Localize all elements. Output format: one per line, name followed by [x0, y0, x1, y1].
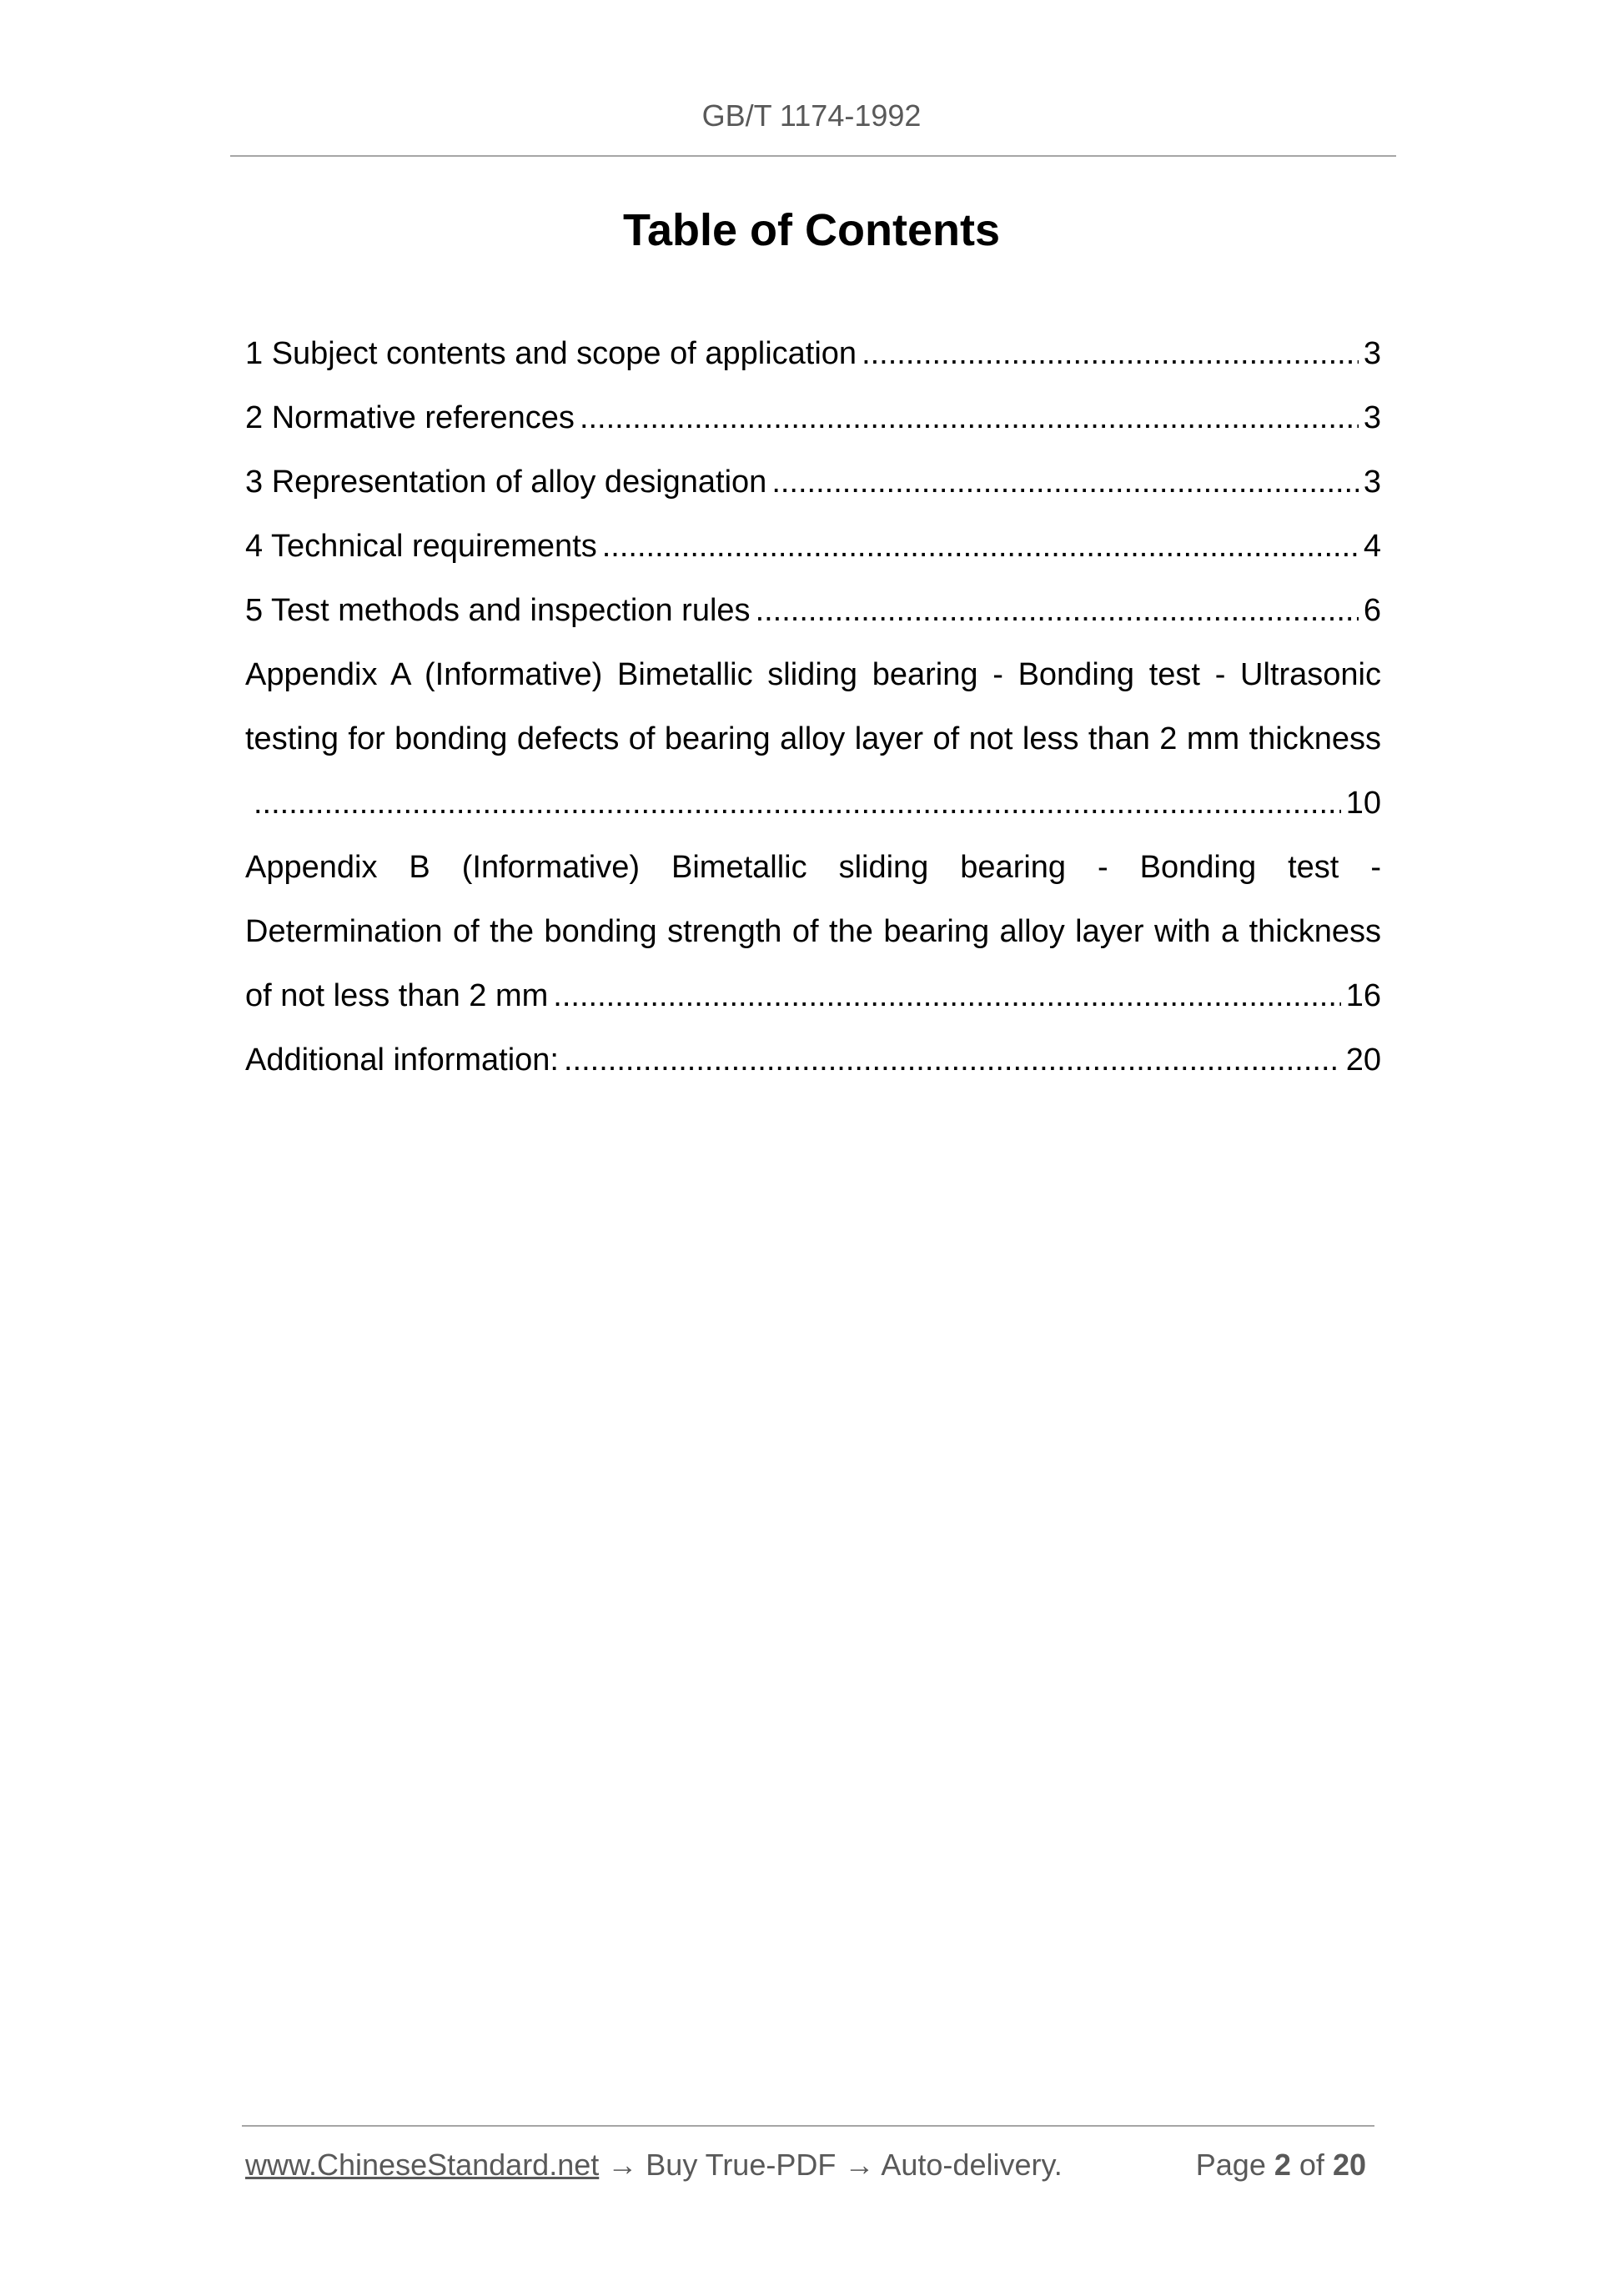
page-word: Page [1195, 2148, 1266, 2182]
toc-leader-dots [580, 386, 1359, 450]
current-page-number: 2 [1274, 2148, 1291, 2182]
page-footer [245, 2148, 1374, 2183]
toc-entry-page: 3 [1363, 336, 1381, 371]
toc-entry-page: 6 [1363, 593, 1381, 628]
toc-entry-leader-row [245, 771, 1381, 836]
toc-leader-dots [564, 1028, 1341, 1093]
toc-entry-section-5[interactable] [245, 579, 1381, 643]
toc-entry-page: 16 [1345, 978, 1381, 1013]
toc-entry-leader-row [245, 964, 1381, 1028]
arrow-right-icon: → [607, 2148, 638, 2182]
website-link[interactable]: www.ChineseStandard.net [245, 2148, 600, 2182]
toc-leader-dots [756, 579, 1359, 643]
toc-entry-label-line: of not less than 2 mm [245, 978, 549, 1013]
toc-entry-section-3[interactable] [245, 450, 1381, 515]
toc-entry-section-1[interactable] [245, 322, 1381, 386]
toc-entry-page: 3 [1363, 400, 1381, 435]
toc-entry-label: 5 Test methods and inspection rules [245, 593, 751, 628]
table-of-contents [245, 322, 1381, 1093]
buy-true-pdf-text: Buy True-PDF [646, 2148, 837, 2182]
header-divider [230, 155, 1396, 157]
auto-delivery-text: Auto-delivery. [881, 2148, 1063, 2182]
toc-entry-appendix-b[interactable] [245, 836, 1381, 1028]
total-page-count: 20 [1332, 2148, 1366, 2182]
toc-entry-page: 20 [1345, 1042, 1381, 1078]
arrow-right-icon: → [844, 2148, 875, 2182]
toc-entry-label: Additional information: [245, 1042, 559, 1078]
toc-leader-dots [862, 322, 1359, 386]
toc-entry-label: 3 Representation of alloy designation [245, 465, 767, 500]
footer-divider [242, 2125, 1374, 2127]
toc-entry-section-4[interactable] [245, 515, 1381, 579]
toc-entry-label-line: testing for bonding defects of bearing alloy layer of not less than 2 mm thickness [245, 721, 1381, 756]
toc-entry-appendix-a[interactable] [245, 643, 1381, 836]
toc-entry-label-line: Appendix A (Informative) Bimetallic sliding bearing - Bonding test - Ultrasonic [245, 657, 1381, 692]
toc-entry-page: 4 [1363, 529, 1381, 564]
document-code-header: GB/T 1174-1992 [701, 98, 922, 133]
page-indicator [1196, 2148, 1366, 2183]
toc-leader-dots [771, 450, 1359, 515]
toc-entry-label: 1 Subject contents and scope of application [245, 336, 857, 371]
toc-entry-label: 4 Technical requirements [245, 529, 597, 564]
of-word: of [1299, 2148, 1324, 2182]
toc-entry-label-line: Appendix B (Informative) Bimetallic sliding bearing - Bonding test - [245, 850, 1381, 885]
toc-entry-label: 2 Normative references [245, 400, 575, 435]
page-title: Table of Contents [623, 205, 1000, 255]
toc-entry-section-2[interactable] [245, 386, 1381, 450]
toc-leader-dots [250, 771, 1341, 836]
toc-leader-dots [602, 515, 1359, 579]
toc-entry-label-line: Determination of the bonding strength of the bearing alloy layer with a thickness [245, 914, 1381, 949]
toc-entry-additional-information[interactable] [245, 1028, 1381, 1093]
toc-entry-page: 10 [1345, 786, 1381, 821]
toc-leader-dots [553, 964, 1340, 1028]
toc-entry-page: 3 [1363, 465, 1381, 500]
